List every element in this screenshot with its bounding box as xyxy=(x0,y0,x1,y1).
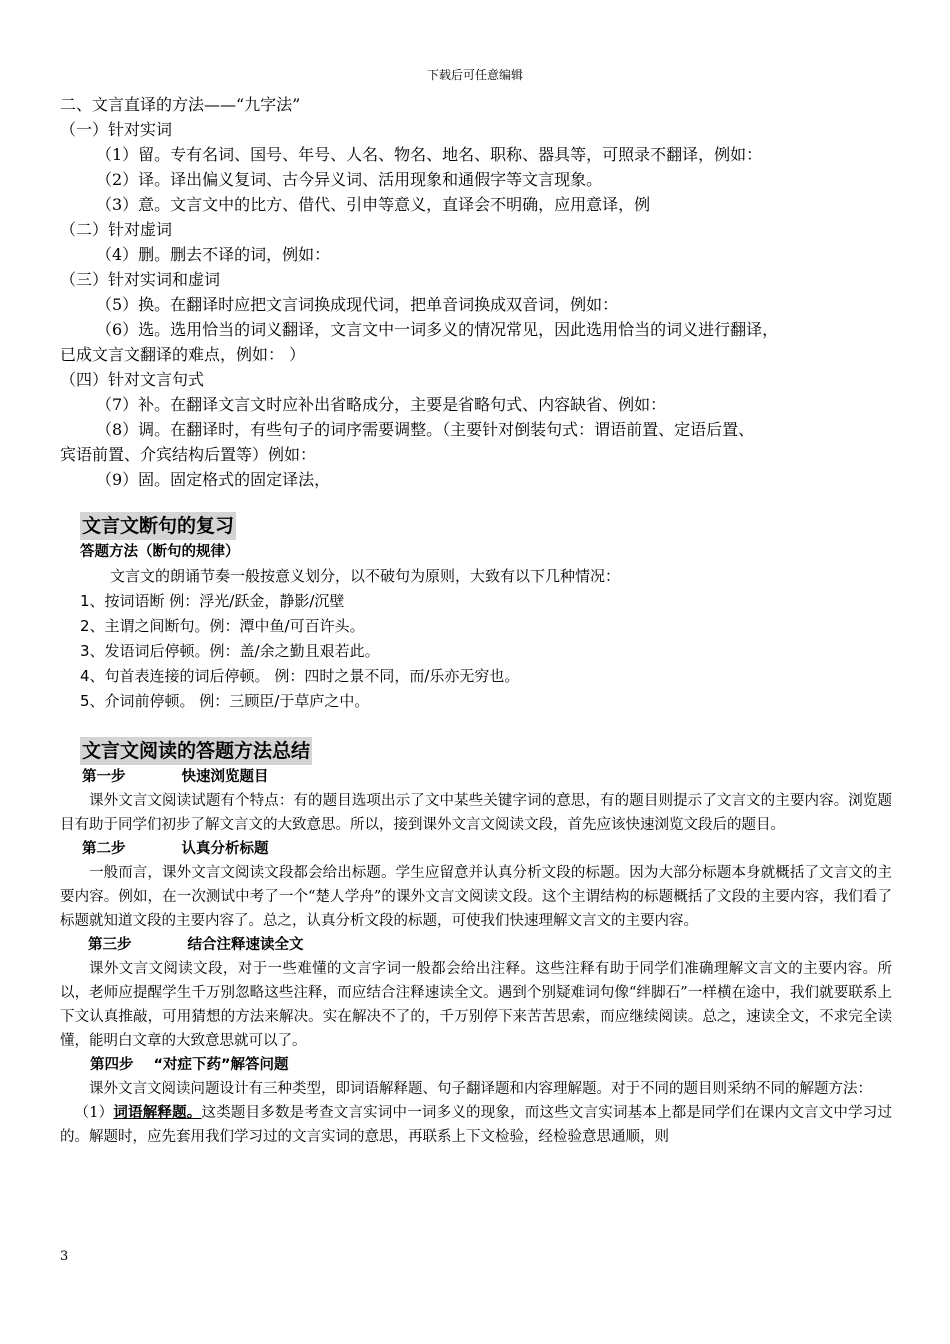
method-line: （三）针对实词和虚词 xyxy=(60,270,221,289)
step-label: 第一步 xyxy=(82,769,126,785)
step-paragraph: 一般而言，课外文言文阅读文段都会给出标题。学生应留意并认真分析文段的标题。因为大部分标题本身就概括了文言文的主要内容。例如，在一次测试中考了一个“楚人学舟”的课外文言文阅读文段。这个主谓结构的标题概括了文段的主要内容，我们看了标题就知道文段的主要内容了。总之，认真分析文段的标题，可使我们快速理解文言文的主要内容。 xyxy=(60,865,892,929)
method-line: （四）针对文言句式 xyxy=(60,370,205,389)
step-label: 第二步 xyxy=(82,841,126,857)
method-line: （一）针对实词 xyxy=(60,120,173,139)
step-label: 第四步 xyxy=(90,1057,134,1073)
method-line: （1）留。专有名词、国号、年号、人名、物名、地名、职称、器具等，可照录不翻译，例如： xyxy=(96,145,763,164)
step-heading xyxy=(60,1053,892,1077)
step-paragraph: 课外文言文阅读试题有个特点：有的题目选项出示了文中某些关键字词的意思，有的题目则提示了文言文的主要内容。浏览题目有助于同学们初步了解文言文的大致意思。所以，接到课外文言文阅读文段，首先应该快速浏览文段后的题目。 xyxy=(60,793,892,833)
method-line: （7）补。在翻译文言文时应补出省略成分，主要是省略句式、内容缺省、例如： xyxy=(96,395,667,414)
last-paragraph xyxy=(60,1101,892,1149)
step-list xyxy=(60,765,892,1101)
section-heading: 文言文断句的复习 xyxy=(80,512,236,540)
step-title: 快速浏览题目 xyxy=(181,769,269,785)
step-paragraph: 课外文言文阅读文段，对于一些难懂的文言字词一般都会给出注释。这些注释有助于同学们准确理解文言文的主要内容。所以，老师应提醒学生千万别忽略这些注释，而应结合注释速读全文。遇到个别疑难词句像“绊脚石”一样横在途中，我们就要联系上下文认真推敲，可用猜想的方法来解决。实在解决不了的，千万别停下来苦苦思索，而应继续阅读。总之，速读全文，不求完全读懂，能明白文章的大致意思就可以了。 xyxy=(60,961,892,1049)
underlined-term: 词语解释题。 xyxy=(113,1104,202,1121)
rule-item: 1、按词语断 例：浮光/跃金，静影/沉壁 xyxy=(80,592,345,610)
method-line: （二）针对虚词 xyxy=(60,220,173,239)
section-lines xyxy=(60,117,892,492)
page-number: 3 xyxy=(60,1249,69,1264)
step-title: “对症下药”解答问题 xyxy=(153,1057,289,1073)
step-label: 第三步 xyxy=(88,937,132,953)
step-title: 结合注释速读全文 xyxy=(187,937,304,953)
method-line: （6）选。选用恰当的词义翻译，文言文中一词多义的情况常见，因此选用恰当的词义进行翻译， xyxy=(96,320,779,339)
method-line: （4）删。删去不译的词，例如： xyxy=(96,245,331,264)
rule-list xyxy=(80,589,892,714)
rule-item: 5、介词前停顿。 例：三顾臣/于草庐之中。 xyxy=(80,692,370,710)
page-header: 下载后可任意编辑 xyxy=(426,68,523,82)
section-title: 二、文言直译的方法——“九字法” xyxy=(60,95,301,114)
step-heading xyxy=(60,933,892,957)
paragraph-text: 这类题目多数是考查文言实词中一词多义的现象，而这些文言实词基本上都是同学们在课内文言文中学习过的。解题时，应先套用我们学习过的文言实词的意思，再联系上下文检验，经检验意思通顺，则 xyxy=(60,1105,892,1145)
method-line: （9）固。固定格式的固定译法， xyxy=(96,470,331,489)
step-title: 认真分析标题 xyxy=(181,841,269,857)
method-line: 宾语前置、介宾结构后置等）例如： xyxy=(60,445,317,464)
method-line: （3）意。文言文中的比方、借代、引申等意义，直译会不明确，应用意译，例 xyxy=(96,195,651,214)
rule-item: 2、主谓之间断句。例：潭中鱼/可百许头。 xyxy=(80,617,365,635)
intro-text: 文言文的朗诵节奏一般按意义划分，以不破句为原则，大致有以下几种情况： xyxy=(110,567,621,585)
method-line: （2）译。译出偏义复词、古今异义词、活用现象和通假字等文言现象。 xyxy=(96,170,603,189)
rule-item: 4、句首表连接的词后停顿。 例：四时之景不同，而/乐亦无穷也。 xyxy=(80,667,520,685)
section-direct-translation xyxy=(60,92,892,492)
section-subtitle: 答题方法（断句的规律） xyxy=(80,544,240,560)
step-heading xyxy=(60,765,892,789)
section-reading-method xyxy=(60,737,892,1149)
method-line: （8）调。在翻译时，有些句子的词序需要调整。（主要针对倒装句式：谓语前置、定语后置、 xyxy=(96,420,755,439)
step-heading xyxy=(60,837,892,861)
section-punctuation xyxy=(80,512,892,714)
method-line: 已成文言文翻译的难点，例如： ） xyxy=(60,345,306,364)
section-heading: 文言文阅读的答题方法总结 xyxy=(80,737,312,765)
step-paragraph: 课外文言文阅读问题设计有三种类型，即词语解释题、句子翻译题和内容理解题。对于不同的题目则采纳不同的解题方法： xyxy=(89,1081,872,1097)
rule-item: 3、发语词后停顿。例：盖/余之勤且艰若此。 xyxy=(80,642,380,660)
item-prefix: （1） xyxy=(74,1105,114,1121)
method-line: （5）换。在翻译时应把文言词换成现代词，把单音词换成双音词，例如： xyxy=(96,295,619,314)
